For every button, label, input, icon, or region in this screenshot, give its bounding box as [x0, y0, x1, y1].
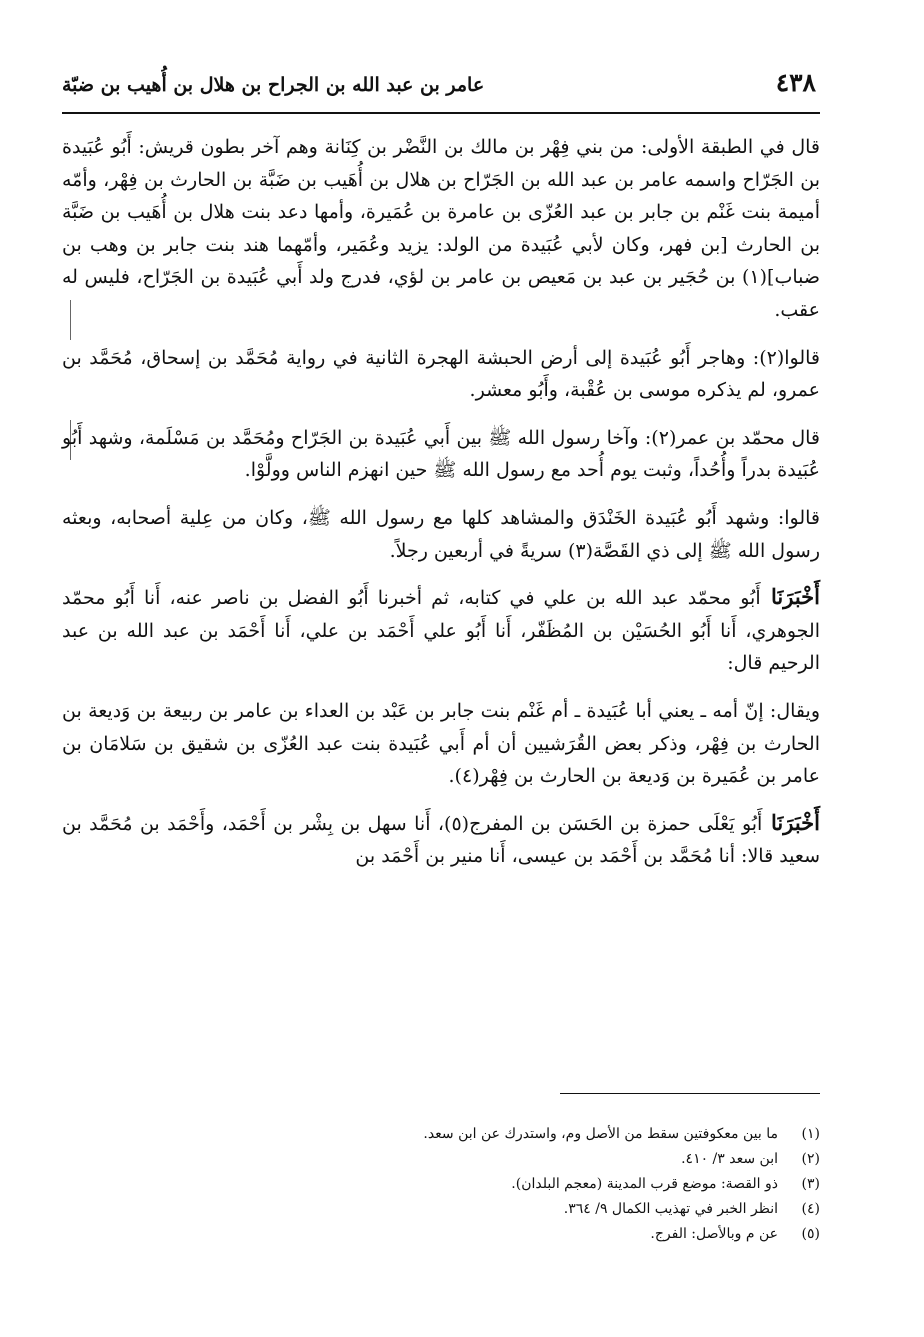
main-text: [62, 130, 820, 887]
footnote-text: عن م وبالأصل: الفرج.: [650, 1226, 778, 1242]
running-title: عامر بن عبد الله بن الجراح بن هلال بن أُهيب بن ضبّة: [62, 74, 485, 96]
page-header: [62, 62, 820, 106]
footnote-number: (٤): [801, 1201, 820, 1217]
paragraph-text: قال في الطبقة الأولى: من بني فِهْر بن مالك بن النَّضْر بن كِنَانة وهم آخر بطون قريش: أَبُو عُبَيدة بن الجَرّاح واسمه عامر بن عبد الله بن الجَرّاح بن هلال بن أُهَيب بن ضَبَّة بن الحارث بن فِهْر، وأمّه أميمة بنت غَنْم بن جابر بن عبد العُزّى بن عامرة بن عُمَيرة، وأمها دعد بنت هلال بن أُهَيب بن ضَبَّة بن الحارث [بن فهر، وكان لأبي عُبَيدة من الولد: يزيد وعُمَير، وأمّهما هند بنت جابر بن وهب بن ضباب](١) بن حُجَير بن عبد بن مَعيص بن عامر بن لؤي، فدرج ولد أَبي عُبَيدة بن الجَرّاح، فليس له عقب.: [62, 136, 820, 321]
paragraph-text: أَبُو محمّد عبد الله بن علي في كتابه، ثم أخبرنا أَبُو الفضل بن ناصر عنه، أَنا أَبُو محمّد الجوهري، أَنا أَبُو الحُسَيْن بن المُظَفّر، أَنا أَبُو علي أَحْمَد بن علي، أَنا أَحْمَد بن عبد الله بن عبد الرحيم قال:: [62, 587, 820, 675]
footnote-text: ذو القصة: موضع قرب المدينة (معجم البلدان).: [511, 1176, 778, 1192]
footnote-text: انظر الخبر في تهذيب الكمال ٩/ ٣٦٤.: [563, 1201, 778, 1217]
paragraph-lead: أَخْبَرَنَا: [760, 584, 820, 610]
footnote-number: (١): [801, 1126, 820, 1142]
footnote-text: ما بين معكوفتين سقط من الأصل وم، واستدرك عن ابن سعد.: [423, 1126, 778, 1142]
header-rule: [62, 112, 820, 114]
footnote-number: (٥): [801, 1226, 820, 1242]
footnote: [62, 1122, 820, 1147]
footnote: [62, 1222, 820, 1247]
footnote: [62, 1172, 820, 1197]
paragraph-text: قالوا: وشهد أَبُو عُبَيدة الخَنْدَق والمشاهد كلها مع رسول الله ﷺ، وكان من عِلية أصحابه، وبعثه رسول الله ﷺ إلى ذي القَصَّة(٣) سريةً في أربعين رجلاً.: [62, 506, 820, 562]
paragraph-text: ويقال: إنّ أمه ـ يعني أبا عُبَيدة ـ أم غَنْم بنت جابر بن عَبْد بن العداء بن عامر بن ربيعة بن وَديعة بن الحارث بن فِهْر، وذكر بعض القُرَشيين أن أم أَبي عُبَيدة بنت عبد العُزّى بن شقيق بن سَلامَان بن عامر بن عُمَيرة بن وَديعة بن الحارث بن فِهْر(٤).: [62, 699, 820, 788]
page-number: ٤٣٨: [775, 68, 816, 97]
paragraph: [62, 501, 820, 567]
footnote: [62, 1147, 820, 1172]
paragraph: [62, 581, 820, 680]
footnote-rule: [560, 1093, 820, 1094]
paragraph-text: قالوا(٢): وهاجر أَبُو عُبَيدة إلى أرض الحبشة الهجرة الثانية في رواية مُحَمَّد بن إسحاق، مُحَمَّد بن عمرو، لم يذكره موسى بن عُقْبة، وأَبُو معشر.: [62, 346, 820, 402]
paragraph-text: قال محمّد بن عمر(٢): وآخا رسول الله ﷺ بين أَبي عُبَيدة بن الجَرّاح ومُحَمَّد بن مَسْلَمة، وشهد أَبُو عُبَيدة بدراً وأُحُداً، وثبت يوم أُحد مع رسول الله ﷺ حين انهزم الناس وولَّوْا.: [62, 426, 820, 482]
paragraph-text: أَبُو يَعْلَى حمزة بن الحَسَن بن المفرج(٥)، أَنا سهل بن بِشْر بن أَحْمَد، وأَحْمَد بن مُحَمَّد بن سعيد قالا: أنا مُحَمَّد بن أَحْمَد بن عيسى، أَنا منير بن أَحْمَد بن: [62, 812, 820, 868]
footnote-number: (٢): [801, 1151, 820, 1167]
footnote: [62, 1197, 820, 1222]
paragraph: [62, 130, 820, 327]
footnotes: [62, 1122, 820, 1247]
paragraph-lead: أَخْبَرَنَا: [762, 809, 820, 835]
paragraph: [62, 341, 820, 407]
footnote-text: ابن سعد ٣/ ٤١٠.: [681, 1151, 778, 1167]
footnote-number: (٣): [801, 1176, 820, 1192]
paragraph: [62, 807, 820, 873]
paragraph: [62, 694, 820, 793]
paragraph: [62, 421, 820, 487]
